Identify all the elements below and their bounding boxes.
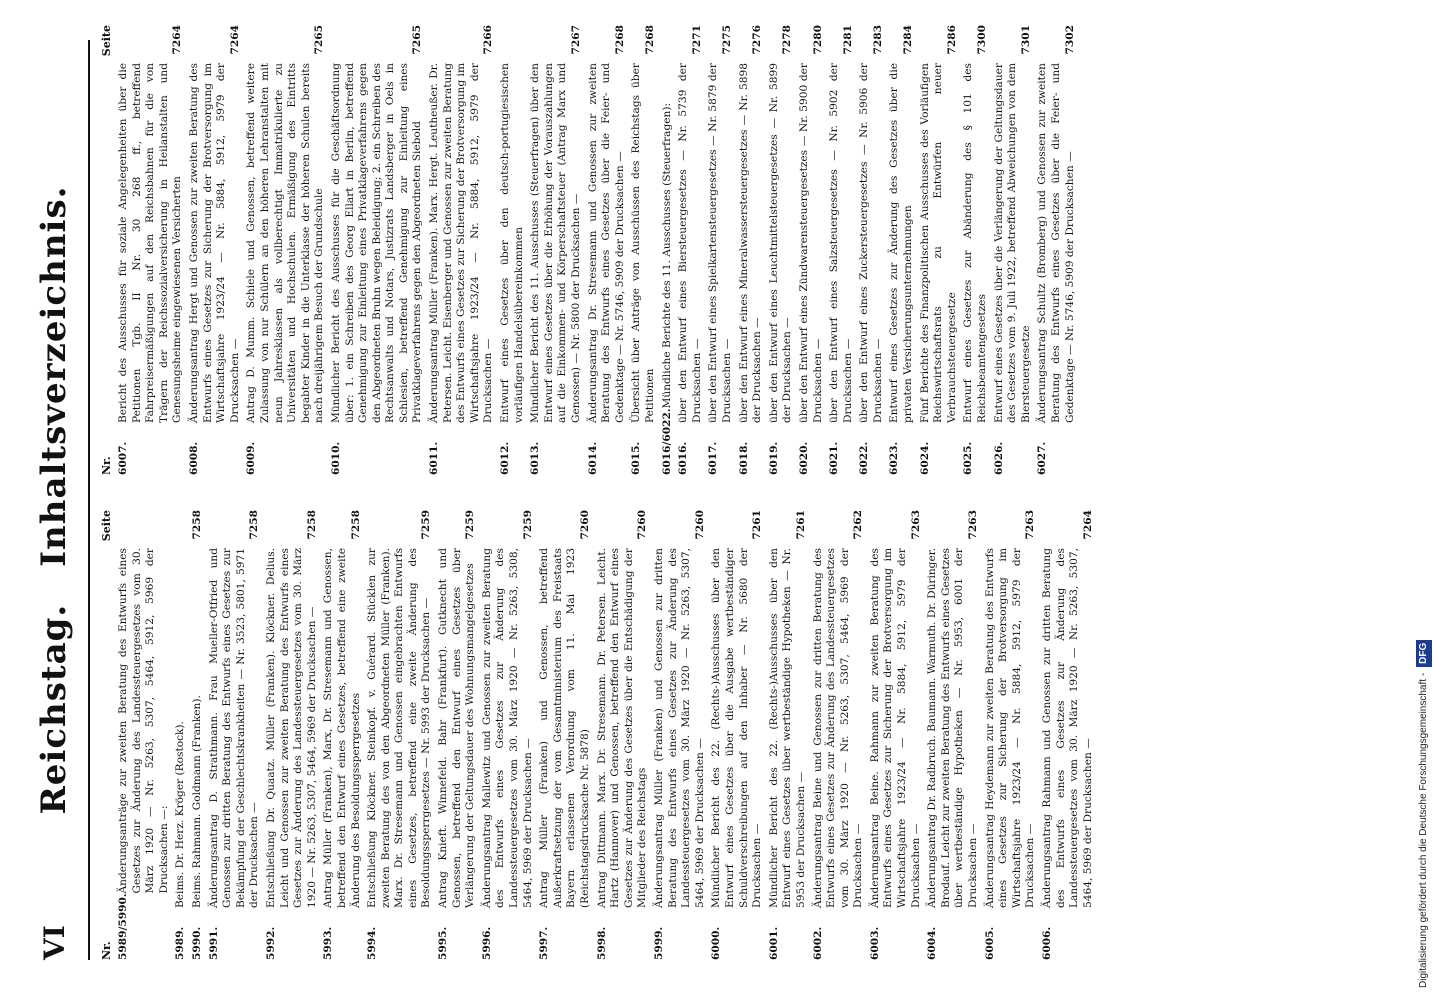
entry-text: Änderungsantrag Beine. Rahmann zur zweiten Beratung des Entwurfs eines Gesetzes zur Sicherung der Brotversorgung im Wirtschaftsjahre 1923/24 — Nr. 5884, 5912, 5979 der Drucksachen — [868,548,922,908]
right-column [100,25,1384,475]
entry-page: 7265 [313,25,326,55]
entry-page: 7260 [693,510,706,540]
toc-entry [661,25,675,475]
entry-page: 7275 [720,25,733,55]
entry-page: 7261 [751,510,764,540]
entry-page: 7263 [1024,510,1037,540]
entry-number: 6003. [868,926,881,960]
entry-text: Änderungsantrag Heydemann zur zweiten Beratung des Entwurfs eines Gesetzes zur Sicherung der Brotversorgung im Wirtschaftsjahre 1923/24 — Nr. 5884, 5912, 5979 der Drucksachen — [983,548,1037,908]
toc-entry [366,510,434,960]
entry-page: 7284 [902,25,915,55]
entry-number: 6008. [187,441,200,475]
toc-entry [117,25,185,475]
toc-entry [926,510,980,960]
entry-text: über den Entwurf eines Salzsteuergesetzes — Nr. 5902 der Drucksachen — [828,63,854,423]
entry-page: 7259 [521,510,534,540]
toc-entry [768,510,809,960]
toc-entry [117,510,171,960]
entry-page: 7260 [579,510,591,540]
entry-number: 5993. [322,926,335,960]
entry-page: 7264 [1081,510,1094,540]
entry-number: 6018. [737,441,750,475]
entry-text: Änderungsantrag Beine und Genossen zur dritten Beratung des Entwurfs eines Gesetzes zur Änderung des Landessteuergesetzes vom 30. März 1920 — Nr. 5263, 5307, 5464, 5969 der Drucksachen — [811,548,865,908]
entry-text: Entwurf eines Gesetzes über die Verlängerung der Geltungsdauer des Gesetzes vom 9. Juli 1922, betreffend Abweichungen von dem Biersteuergesetze [992,63,1032,423]
entry-page: 7276 [751,25,764,55]
entry-number: 5999. [652,926,665,960]
entry-page: 7280 [811,25,824,55]
right-column-header [100,25,113,475]
entry-text: Antrag Müller (Franken), Marx, Dr. Stresemann und Genossen, betreffend den Entwurf eines Gesetzes, betreffend eine zweite Änderung des Besoldungssperrgesetzes [322,548,362,908]
entry-page: 7264 [171,25,184,55]
toc-entry [188,25,242,475]
entry-number: 6001. [767,926,780,960]
dfg-logo: DFG [1416,640,1432,667]
toc-entry [993,25,1034,475]
entry-page: 7262 [852,510,865,540]
entry-number: 6013. [529,441,542,475]
entry-text: Mündlicher Bericht des 22. (Rechts-)Ausschusses über den Entwurf eines Gesetzes über die Ausgabe wertbeständiger Schuldverschreibungen auf den Inhaber — Nr. 5680 der Drucksachen — [710,548,764,908]
entry-number: 5991. [207,926,220,960]
entry-text: Beims. Rahmann. Goldmann (Franken). [190,695,203,908]
toc-entry [191,510,205,960]
toc-entry [858,25,885,475]
entry-number: 5992. [264,926,277,960]
page-header [28,40,90,960]
entry-text: Antrag Müller (Franken) und Genossen, betreffend Außerkraftsetzung der vom Gesamtministerium des Freistaats Bayern erlassenen Verordnung vom 11. Mai 1923 (Reichstagsdrucksache Nr. 5878) [538,548,591,908]
entry-text: Entschließung Dr. Quaatz. Müller (Franken). Klöckner. Delius. Leicht und Genossen zur zweiten Beratung des Entwurfs eines Gesetzes zur Änderung des Landessteuergesetzes vom 30. März 1920 — Nr. 5263, 5307, 5464, 5969 der Drucksachen — [264,548,318,908]
entry-number: 6022. [858,441,871,475]
entry-page: 7286 [945,25,958,55]
toc-entry [587,25,628,475]
entry-number: 6016/6022. [660,408,673,475]
entry-text: Mündliche Berichte des 11. Ausschusses (Steuerfragen): [660,102,673,409]
toc-entry [322,510,363,960]
toc-entry [677,25,704,475]
entry-text: über den Entwurf eines Biersteuergesetzes — Nr. 5739 der Drucksachen — [677,63,703,423]
entry-text: Mündlicher Bericht des 22. (Rechts-)Ausschusses über den Entwurf eines Gesetzes über wertbeständige Hypotheken — Nr. 5953 der Drucksachen — [767,548,807,908]
entry-page: 7302 [1063,25,1076,55]
toc-entry [919,25,960,475]
toc-entry [828,25,855,475]
entry-text: Änderungsantrag Müller (Franken) und Genossen zur dritten Beratung des Entwurfs eines Gesetzes zur Änderung des Landessteuergesetzes vom 30. März 1920 — Nr. 5263, 5307, 5464, 5969 der Drucksachen — [652,548,706,908]
entry-number: 6002. [811,926,824,960]
entry-page: 7258 [190,510,203,540]
entry-number: 6010. [329,441,342,475]
toc-entry [653,510,707,960]
entry-number: 6006. [1041,926,1053,960]
toc-entry [707,25,734,475]
entry-number: 6014. [586,441,599,475]
entry-page: 7281 [841,25,854,55]
entry-text: Änderungsantrag D. Strathmann. Frau Mueller-Otfried und Genossen zur dritten Beratung des Entwurfs eines Gesetzes zur Bekämpfung der Geschlechtskrankheiten — Nr. 3523, 5801, 5971 der Drucksachen — [207,548,261,908]
entry-page: 7268 [613,25,626,55]
entry-page: 7265 [411,25,424,55]
entry-text: über den Entwurf eines Spielkartensteuergesetzes — Nr. 5879 der Drucksachen — [707,63,733,423]
entry-text: über den Entwurf eines Leuchtmittelsteuergesetzes — Nr. 5899 der Drucksachen — [767,63,794,423]
entry-text: Fünf Berichte des Finanzpolitischen Ausschusses des Vorläufigen Reichswirtschaftsrats zu Entwürfen neuer Verbrauchsteuergesetze [918,63,958,423]
entry-page: 7268 [643,25,656,55]
entry-text: Änderungsantrag Rahmann und Genossen zur dritten Beratung des Entwurfs eines Gesetzes zur Änderung des Landessteuergesetzes vom 30. März 1920 — Nr. 5263, 5307, 5464, 5969 der Drucksachen — [1041,548,1094,908]
entry-text: Änderungsantrag Müller (Franken). Marx. Hergt. Leutheußer. Dr. Petersen. Leicht. Eisenberger und Genossen zur zweiten Beratung des Entwurfs eines Gesetzes zur Sicherung der Brotversorgung im Wirtschaftsjahre 1923/24 — Nr. 5884, 5912, 5979 der Drucksachen — [428,63,495,423]
entry-number: 6019. [767,441,780,475]
left-column-header [100,510,113,960]
entry-number: 6020. [797,441,810,475]
entry-text: Antrag Dittmann. Marx. Dr. Stresemann. Dr. Petersen. Leicht. Hartz (Hannover) und Genossen, betreffend den Entwurf eines Gesetzes zur Änderung des Gesetzes über die Entschädigung der Mitglieder des Reichstags [595,548,649,908]
entry-page: 7264 [228,25,241,55]
toc-entry [499,25,526,475]
entry-page: 7271 [690,25,703,55]
entry-text: Antrag Knieft. Winnefeld. Bahr (Frankfurt). Gutknecht und Genossen, betreffend den Entwurf eines Gesetzes über Verlängerung der Geltungsdauer des Wohnungsmangelgesetzes [437,548,477,908]
entry-number: 5997. [538,926,551,960]
toc-entry [428,25,496,475]
toc-entry [1041,510,1095,960]
entry-text: Änderungsanträge zur zweiten Beratung des Entwurfs eines Gesetzes zur Änderung des Landessteuergesetzes vom 30. März 1920 — Nr. 5263, 5307, 5464, 5912, 5969 der Drucksachen —: [117,548,170,894]
toc-entry [812,510,866,960]
entry-number: 6027. [1036,441,1049,475]
funding-note-text: Digitalisierung gefördert durch die Deutsche Forschungsgemeinschaft - [1418,672,1429,988]
entry-number: 6012. [499,441,512,475]
toc-entry [869,510,923,960]
page-number-label: VI [38,925,71,960]
entry-text: über den Entwurf eines Mineralwassersteuergesetzes — Nr. 5898 der Drucksachen — [737,63,764,423]
entry-page: 7258 [305,510,318,540]
toc-entry [798,25,825,475]
toc-entry [768,25,795,475]
entry-page: 7263 [909,510,922,540]
entry-text: Entwurf eines Gesetzes über den deutsch-portugiesischen vorläufigen Handelsübereinkommen [499,63,525,423]
toc-entry [481,510,535,960]
entry-text: Entwurf eines Gesetzes zur Abänderung des § 101 des Reichsbeamtengesetzes [962,63,989,423]
entry-number: 6005. [983,926,996,960]
entry-number: 6023. [888,441,901,475]
entry-text: Änderungsantrag Hergt und Genossen zur zweiten Beratung des Entwurfs eines Gesetzes zur Sicherung der Brotversorgung im Wirtschaftsjahre 1923/24 — Nr. 5884, 5912, 5979 der Drucksachen — [187,63,241,423]
entry-number: 6009. [245,441,258,475]
entry-text: Mündlicher Bericht des 11. Ausschusses (Steuerfragen) über den Entwurf eines Gesetzes über die Erhöhung der Vorauszahlungen auf die Einkommen- und Körperschaftsteuer (Antrag Marx und Genossen) — Nr. 5800 der Drucksachen — [529,63,582,423]
entry-number: 6011. [428,441,441,475]
toc-entry [596,510,650,960]
entry-text: Beims. Dr. Herz. Kröger (Rostock). [174,721,187,908]
entry-number: 6007. [117,441,129,475]
entry-number: 5994. [366,926,379,960]
entry-text: Änderungsantrag Dr. Radbruch. Baumann. Warmuth. Dr. Düringer. Brodauf. Leicht zur zweiten Beratung des Entwurfs eines Gesetzes über wertbeständige Hypotheken — Nr. 5953, 6001 der Drucksachen — [926,548,980,908]
toc-entry [245,25,327,475]
entry-number: 6024. [918,441,931,475]
entry-number: 5998. [595,926,608,960]
entry-text: Änderungsantrag Schultz (Bromberg) und Genossen zur zweiten Beratung des Entwurfs eines Gesetzes über die Feier- und Gedenktage — Nr. 5746, 5909 der Drucksachen — [1036,63,1076,423]
entry-number: 5996. [480,926,493,960]
entry-text: über den Entwurf eines Zuckersteuergesetzes — Nr. 5906 der Drucksachen — [858,63,884,423]
toc-entry [437,510,478,960]
toc-entry [529,25,583,475]
entry-number: 6000. [710,926,723,960]
entry-page: 7258 [349,510,362,540]
toc-entry [984,510,1038,960]
entry-page: 7278 [781,25,794,55]
entry-number: 5989/5990. [117,893,129,960]
entry-number: 5990. [190,926,203,960]
entry-text: Entwurf eines Gesetzes zur Änderung des Gesetzes über die privaten Versicherungsunternehmungen [888,63,915,423]
entry-text: Antrag D. Mumm. Schiele und Genossen, betreffend weitere Zulassung von nur Schülern an den höheren Lehranstalten mit neun Jahresklassen als vollberechtigt Immatrikulierte zu Universitäten und Hochschulen. Ermäßigung des Eintritts begabter Kinder in die Unterklasse der höheren Schulen bereits nach dreijährigem Besuch der Grundschule [245,63,326,423]
entry-number: 6004. [926,926,939,960]
entry-number: 6025. [962,441,975,475]
entry-page: 7260 [636,510,649,540]
entry-text: Entschließung Klöckner. Steinkopf. v. Guérard. Stücklen zur zweiten Beratung des von den Abgeordneten Müller (Franken). Marx. Dr. Stresemann und Genossen eingebrachten Entwurfs eines Gesetzes, betreffend eine zweite Änderung des Besoldungssperrgesetzes — Nr. 5993 der Drucksachen — [366,548,433,908]
toc-entry [630,25,657,475]
entry-page: 7259 [464,510,477,540]
toc-entry [330,25,425,475]
entry-text: Übersicht über Anträge von Ausschüssen des Reichstags über Petitionen [630,63,656,423]
toc-entry [1036,25,1077,475]
toc-entry [174,510,188,960]
toc-entry [265,510,319,960]
entry-number: 6015. [630,441,643,475]
entry-page: 7261 [794,510,807,540]
toc-entry [962,25,989,475]
entry-number: 6017. [707,441,720,475]
num-header: Nr. [100,941,113,960]
entry-text: Änderungsantrag Mallewitz und Genossen zur zweiten Beratung des Entwurfs eines Gesetzes zur Änderung des Landessteuergesetzes vom 30. März 1920 — Nr. 5263, 5308, 5464, 5969 der Drucksachen — [480,548,534,908]
entry-page: 7266 [482,25,495,55]
toc-entry [888,25,915,475]
entry-text: Mündlicher Bericht des Ausschusses für die Geschäftsordnung über: 1. ein Schreiben des Georg Ellart in Berlin, betreffend Genehmigung zur Einleitung eines Privatklageverfahrens gegen den Abgeordneten Bruhn wegen Beleidigung; 2. ein Schreiben des Rechtsanwalts und Notars, Justizrats Landsberger in Oels in Schlesien, betreffend Genehmigung zur Einleitung eines Privatklageverfahrens gegen den Abgeordneten Siebold [329,63,424,423]
num-header: Nr. [100,456,113,475]
entry-page: 7300 [976,25,989,55]
entry-number: 5989. [174,926,187,960]
entry-page: 7267 [570,25,582,55]
entry-page: 7258 [248,510,261,540]
page-header-label: Seite [100,25,113,57]
toc-entry [738,25,765,475]
page-title [34,40,74,960]
entry-text: Bericht des Ausschusses für soziale Angelegenheiten über die Petitionen Tgb. II Nr. 30 268 ff., betreffend Fahrpreisermäßigungen auf den Reichsbahnen für die von Trägern der Reichssozialversicherung in Heilanstalten und Genesungsheime eingewiesenen Versicherten [117,63,184,423]
title-right: Inhaltsverzeichnis. [34,185,74,567]
entry-page: 7283 [871,25,884,55]
entry-number: 5995. [437,926,450,960]
title-left: Reichstag. [34,603,74,815]
page-header-label: Seite [100,510,113,542]
entry-page: 7259 [420,510,433,540]
entry-page: 7263 [967,510,980,540]
digitization-note [1416,12,1432,988]
entry-number: 6021. [828,441,841,475]
toc-entry [208,510,262,960]
toc-entry [710,510,764,960]
toc-entry [538,510,592,960]
left-column [100,510,1384,960]
entry-number: 6016. [677,441,690,475]
entry-text: Änderungsantrag Dr. Stresemann und Genossen zur zweiten Beratung des Entwurfs eines Gesetzes über die Feier- und Gedenktage — Nr. 5746, 5909 der Drucksachen — [586,63,626,423]
entry-text: über den Entwurf eines Zündwarensteuergesetzes — Nr. 5900 der Drucksachen — [797,63,824,423]
entry-page: 7301 [1019,25,1032,55]
entry-number: 6026. [992,441,1005,475]
